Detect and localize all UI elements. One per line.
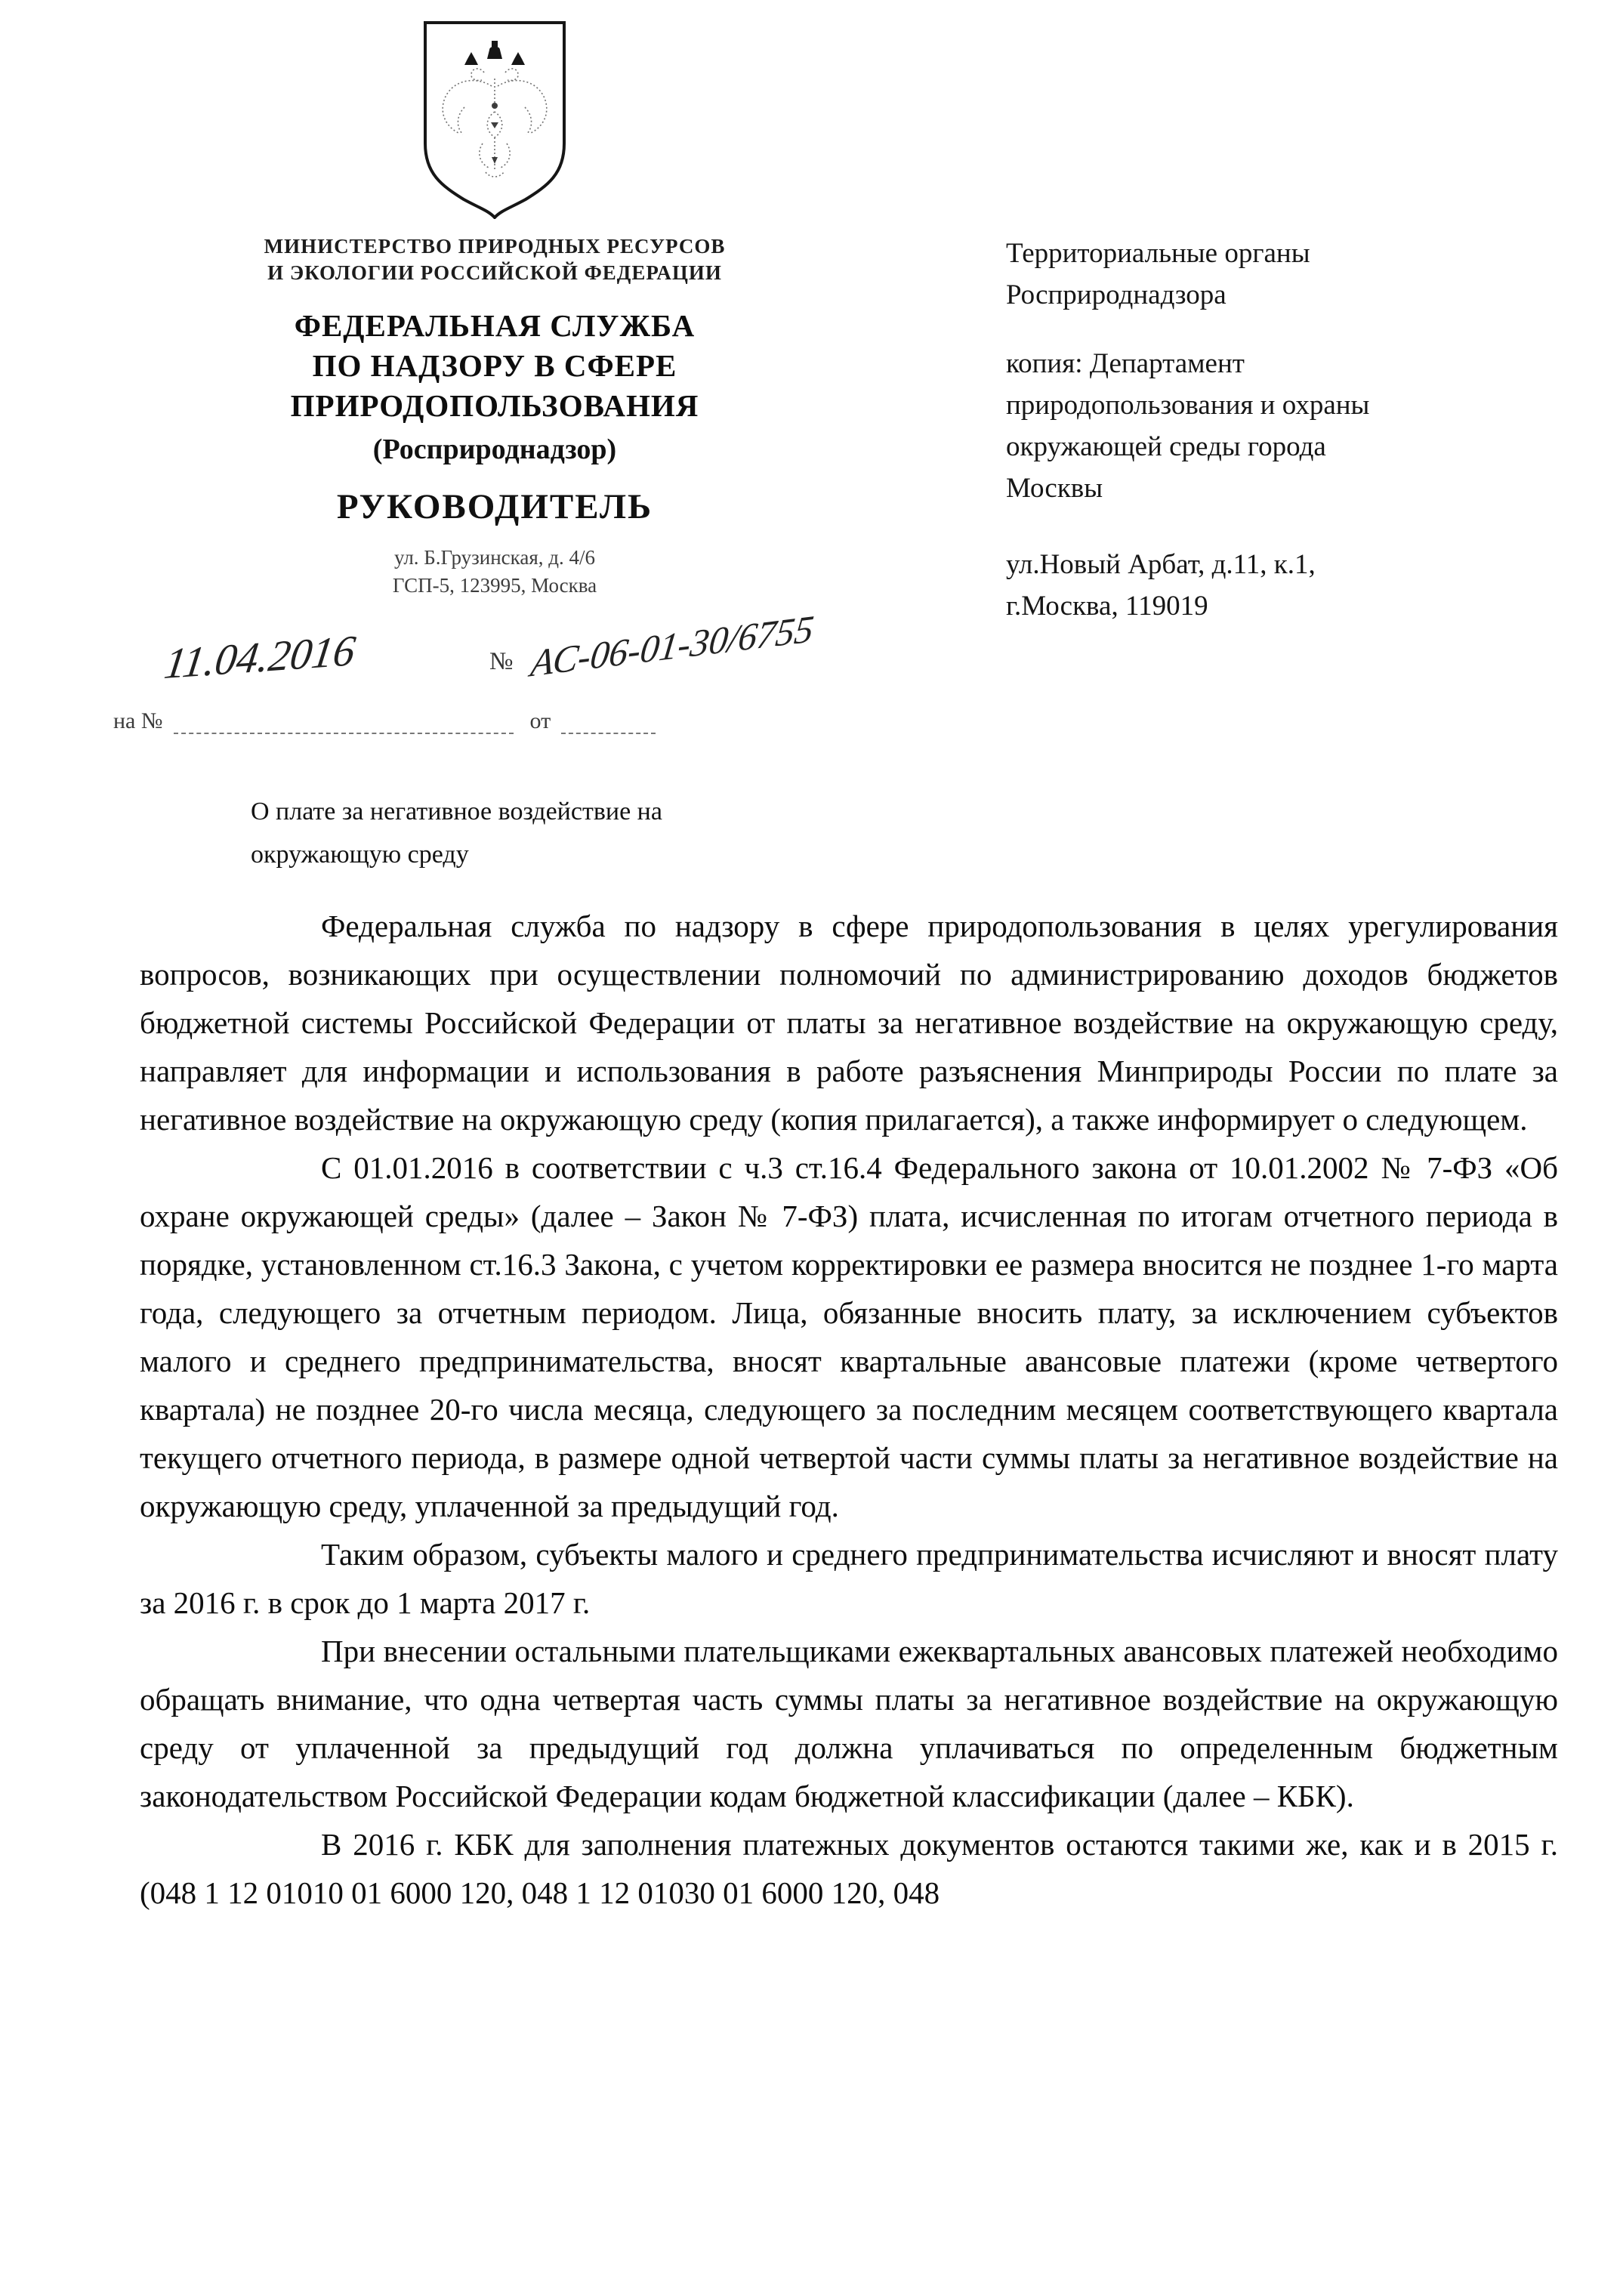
subject — [251, 790, 662, 876]
ministry-name — [110, 233, 880, 286]
of-label: от — [529, 708, 551, 733]
recipient-block — [1006, 233, 1550, 627]
handwritten-outgoing-number: АС-06-01-30/6755 — [528, 606, 816, 685]
letterhead-address — [110, 544, 880, 600]
body-paragraph-4: При внесении остальными плательщиками ежеквартальных авансовых платежей необходимо обращать внимание, что одна четвертая часть суммы платы за негативное воздействие на окружающую среду от уплаченной за предыдущий год должна уплачиваться по определенным бюджетным законодательством Российской Федерации кодам бюджетной классификации (далее – КБК). — [140, 1634, 1558, 1813]
reference-area — [113, 606, 982, 767]
recipient-copy-line-3: окружающей среды города — [1006, 431, 1326, 462]
recipient-address-line-2: г.Москва, 119019 — [1006, 591, 1208, 622]
recipient-copy-line-2: природопользования и охраны — [1006, 390, 1370, 421]
service-short-name: (Росприроднадзор) — [372, 434, 617, 465]
body-paragraph-1: Федеральная служба по надзору в сфере природопользования в целях урегулирования вопросов, возникающих при осуществлении полномочий по администрированию доходов бюджетов бюджетной системы Российской Федерации от платы за негативное воздействие на окружающую среду, направляет для информации и использования в работе разъяснения Минприроды России по плате за негативное воздействие на окружающую среду (копия прилагается), а также информирует о следующем. — [140, 909, 1558, 1137]
recipient-copy — [1006, 343, 1550, 509]
recipient-copy-line-1: копия: Департамент — [1006, 348, 1245, 379]
position-title: РУКОВОДИТЕЛЬ — [336, 487, 653, 526]
service-name — [110, 306, 880, 426]
letterhead-address-line-2: ГСП-5, 123995, Москва — [392, 574, 597, 597]
recipient-to-line-1: Территориальные органы — [1006, 238, 1310, 269]
reply-date-blank-line — [561, 708, 656, 734]
recipient-to — [1006, 233, 1550, 316]
body-paragraph-5: В 2016 г. КБК для заполнения платежных документов остаются такими же, как и в 2015 г. (048 1 12 01010 01 6000 120, 048 1 12 01030 01 6000 120, 048 — [140, 1827, 1558, 1910]
handwritten-date: 11.04.2016 — [161, 626, 359, 689]
coat-of-arms-emblem — [419, 17, 570, 223]
body-paragraph-2: С 01.01.2016 в соответствии с ч.3 ст.16.4 Федерального закона от 10.01.2002 № 7-ФЗ «Об охране окружающей среды» (далее – Закон № 7-ФЗ) плата, исчисленная по итогам отчетного периода в порядке, установленном ст.16.3 Закона, с учетом корректировки ее размера вносится не позднее 1-го марта года, следующего за отчетным периодом. Лица, обязанные вносить плату, за исключением субъектов малого и среднего предпринимательства, вносят квартальные авансовые платежи (кроме четвертого квартала) не позднее 20-го числа месяца, следующего за последним месяцем соответствующего квартала текущего отчетного периода, в размере одной четвертой части суммы платы за негативное воздействие на окружающую среду, уплаченной за предыдущий год. — [140, 1150, 1558, 1523]
recipient-to-line-2: Росприроднадзора — [1006, 279, 1227, 310]
double-headed-eagle-icon — [419, 17, 570, 219]
reply-number-blank-line — [174, 708, 514, 734]
recipient-address — [1006, 544, 1550, 627]
letterhead — [110, 17, 880, 600]
letterhead-address-line-1: ул. Б.Грузинская, д. 4/6 — [394, 546, 595, 569]
service-line-2: ПО НАДЗОРУ В СФЕРЕ — [312, 348, 677, 383]
letter-body — [140, 902, 1558, 1917]
reply-to-label: на № — [113, 708, 163, 733]
subject-line-2: окружающую среду — [251, 841, 469, 869]
subject-line-1: О плате за негативное воздействие на — [251, 798, 662, 826]
body-paragraph-3: Таким образом, субъекты малого и среднего предпринимательства исчисляют и вносят плату за 2016 г. в срок до 1 марта 2017 г. — [140, 1537, 1558, 1620]
reply-reference-row — [113, 708, 656, 734]
recipient-address-line-1: ул.Новый Арбат, д.11, к.1, — [1006, 549, 1316, 580]
number-sign: № — [489, 648, 514, 675]
ministry-line-1: МИНИСТЕРСТВО ПРИРОДНЫХ РЕСУРСОВ — [264, 235, 726, 258]
service-line-1: ФЕДЕРАЛЬНАЯ СЛУЖБА — [294, 308, 696, 343]
ministry-line-2: И ЭКОЛОГИИ РОССИЙСКОЙ ФЕДЕРАЦИИ — [267, 261, 722, 284]
service-line-3: ПРИРОДОПОЛЬЗОВАНИЯ — [290, 388, 699, 423]
recipient-copy-line-4: Москвы — [1006, 473, 1103, 504]
